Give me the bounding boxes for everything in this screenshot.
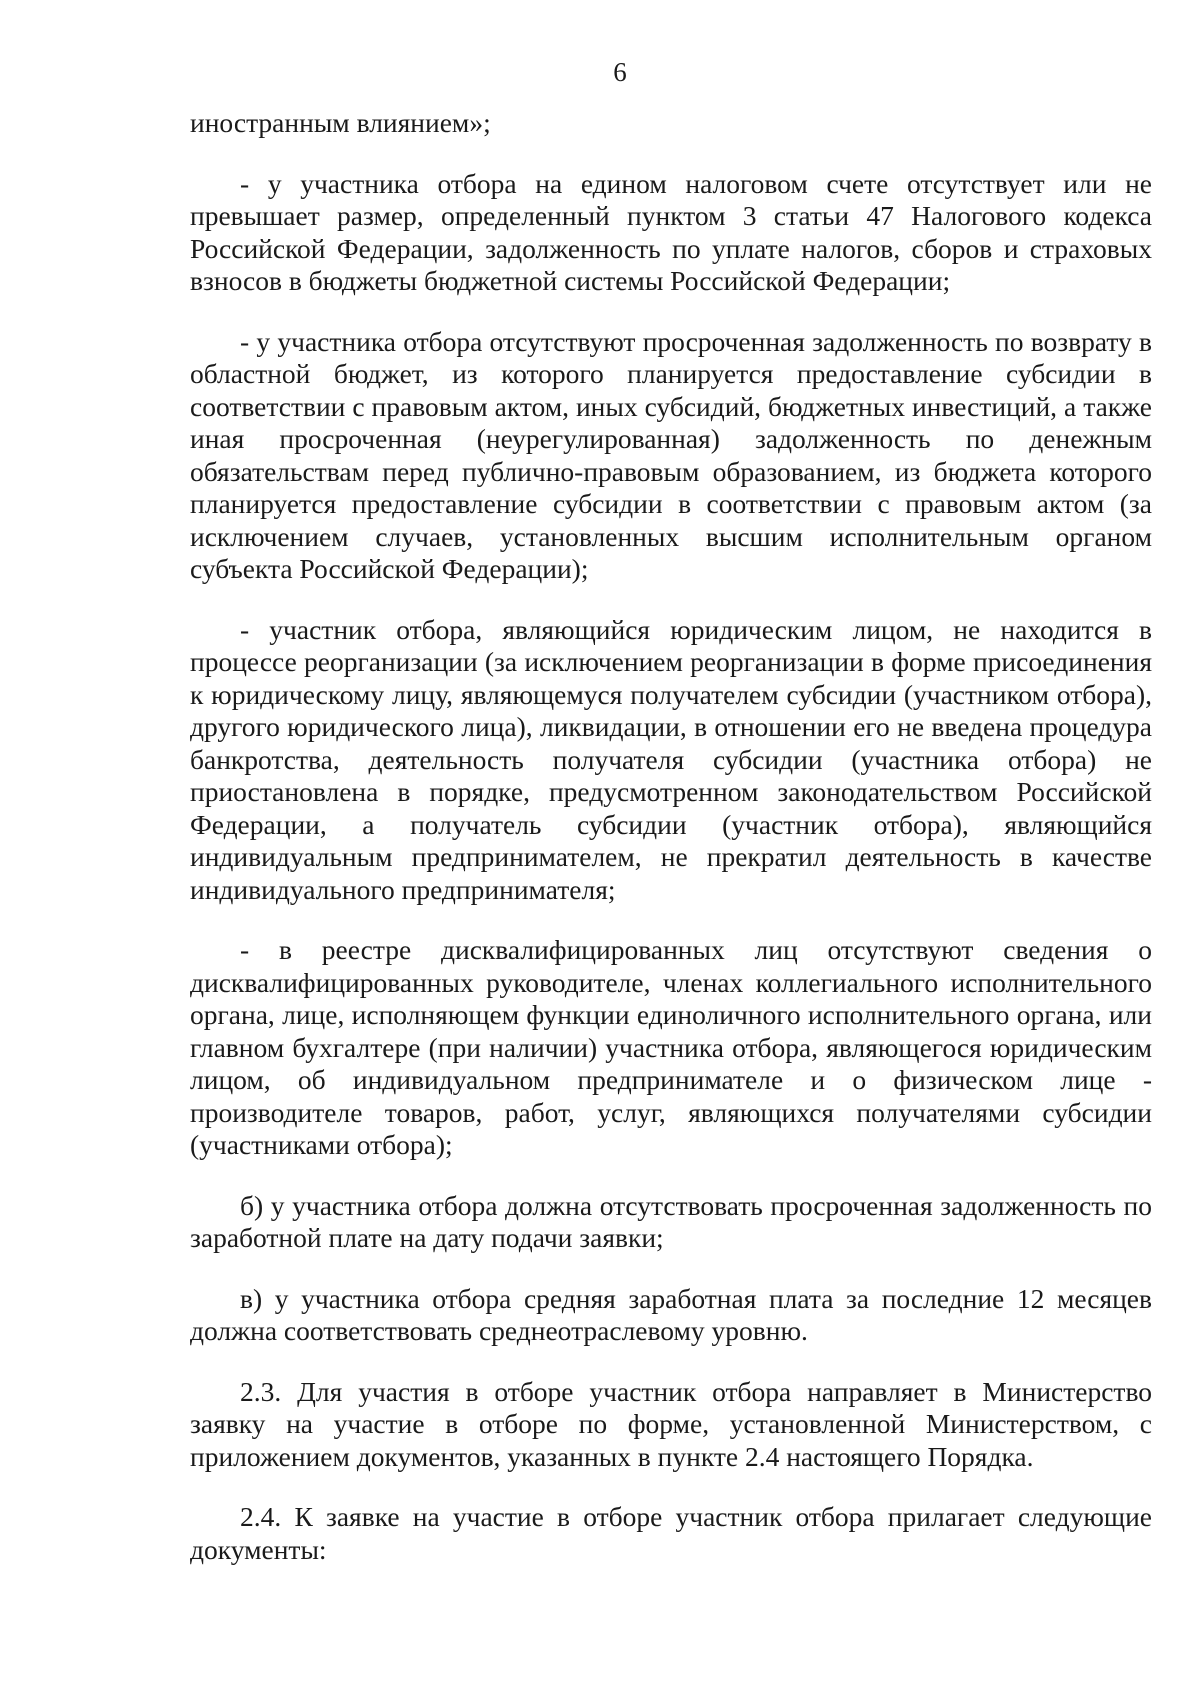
paragraph-section-2-4: 2.4. К заявке на участие в отборе участник отбора прилагает следующие документы:: [190, 1501, 1152, 1565]
paragraph-tax-debt: - у участника отбора на едином налоговом счете отсутствует или не превышает размер, определенный пунктом 3 статьи 47 Налогового кодекса Российской Федерации, задолженность по уплате налогов, сборов и страховых взносов в бюджеты бюджетной системы Российской Федерации;: [190, 167, 1152, 296]
paragraph-salary-debt: б) у участника отбора должна отсутствовать просроченная задолженность по заработной плате на дату подачи заявки;: [190, 1189, 1152, 1253]
paragraph-budget-debt: - у участника отбора отсутствуют просроченная задолженность по возврату в областной бюджет, из которого планируется предоставление субсидии в соответствии с правовым актом, иных субсидий, бюджетных инвестиций, а также иная просроченная (неурегулированная) задолженность по денежным обязательствам перед публично-правовым образованием, из бюджета которого планируется предоставление субсидии в соответствии с правовым актом (за исключением случаев, установленных высшим исполнительным органом субъекта Российской Федерации);: [190, 325, 1152, 584]
paragraph-section-2-3: 2.3. Для участия в отборе участник отбора направляет в Министерство заявку на участие в отборе по форме, установленной Министерством, с приложением документов, указанных в пункте 2.4 настоящего Порядка.: [190, 1375, 1152, 1472]
paragraph-average-salary: в) у участника отбора средняя заработная плата за последние 12 месяцев должна соответствовать среднеотраслевому уровню.: [190, 1282, 1152, 1346]
page-number: 6: [613, 57, 627, 87]
paragraph-continuation: иностранным влиянием»;: [190, 107, 491, 138]
paragraph-disqualified-registry: - в реестре дисквалифицированных лиц отсутствуют сведения о дисквалифицированных руководителе, членах коллегиального исполнительного органа, лице, исполняющем функции единоличного исполнительного органа, или главном бухгалтере (при наличии) участника отбора, являющегося юридическим лицом, об индивидуальном предпринимателе и о физическом лице - производителе товаров, работ, услуг, являющихся получателями субсидии (участниками отбора);: [190, 934, 1152, 1160]
paragraph-reorganization: - участник отбора, являющийся юридическим лицом, не находится в процессе реорганизации (за исключением реорганизации в форме присоединения к юридическому лицу, являющемуся получателем субсидии (участником отбора), другого юридического лица), ликвидации, в отношении его не введена процедура банкротства, деятельность получателя субсидии (участника отбора) не приостановлена в порядке, предусмотренном законодательством Российской Федерации, а получатель субсидии (участник отбора), являющийся индивидуальным предпринимателем, не прекратил деятельность в качестве индивидуального предпринимателя;: [190, 613, 1152, 905]
document-body: [190, 107, 1152, 1566]
